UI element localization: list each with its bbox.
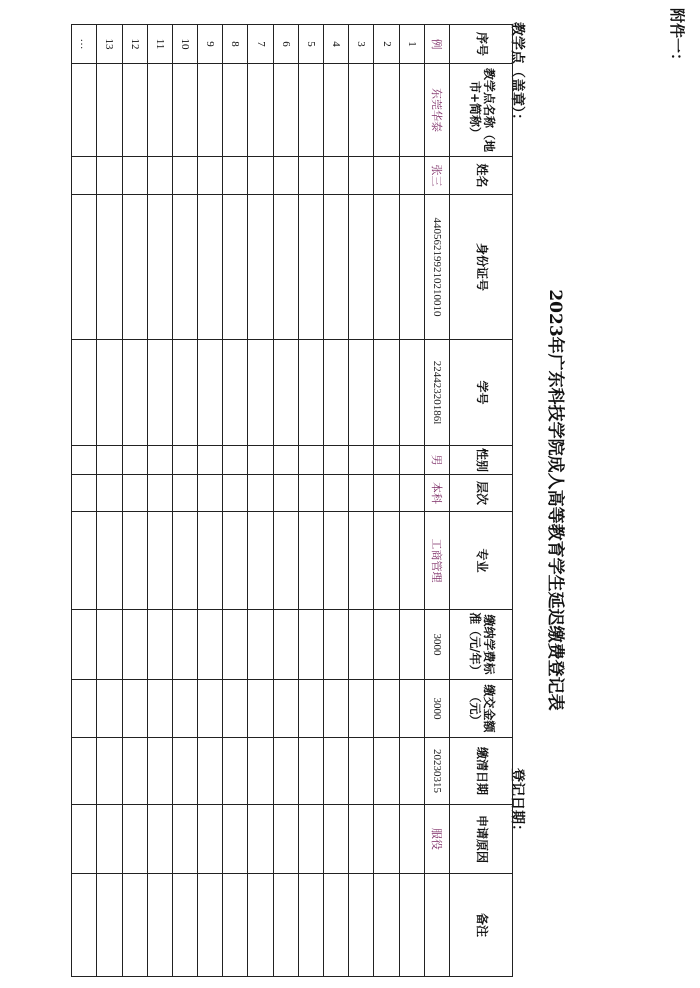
empty-cell <box>349 195 374 340</box>
empty-cell <box>223 512 248 610</box>
empty-cell <box>97 805 122 874</box>
empty-cell <box>72 874 97 977</box>
empty-cell <box>324 680 349 738</box>
empty-cell <box>198 805 223 874</box>
header-level: 层次 <box>450 475 513 512</box>
table-row <box>349 25 374 977</box>
empty-cell <box>248 512 273 610</box>
empty-cell <box>298 738 323 805</box>
empty-cell <box>248 340 273 446</box>
empty-cell <box>122 157 147 195</box>
empty-cell <box>248 475 273 512</box>
header-clear-date: 缴清日期 <box>450 738 513 805</box>
empty-cell <box>147 610 172 680</box>
example-name: 张三 <box>424 157 449 195</box>
example-student-number: 22442320186l <box>424 340 449 446</box>
empty-cell <box>72 446 97 475</box>
example-fee-standard: 3000 <box>424 610 449 680</box>
empty-cell <box>248 64 273 157</box>
empty-cell <box>198 680 223 738</box>
empty-cell <box>324 446 349 475</box>
empty-cell <box>198 195 223 340</box>
empty-cell <box>248 195 273 340</box>
page-title: 2023年广东科技学院成人高等教育学生延迟缴费登记表 <box>545 289 565 711</box>
empty-cell <box>172 475 197 512</box>
row-number: 7 <box>248 25 273 64</box>
empty-cell <box>399 157 424 195</box>
empty-cell <box>72 805 97 874</box>
empty-cell <box>273 446 298 475</box>
empty-cell <box>298 340 323 446</box>
empty-cell <box>399 738 424 805</box>
empty-cell <box>374 446 399 475</box>
empty-cell <box>172 805 197 874</box>
header-teaching-site: 教学点名称（地市+简称） <box>450 64 513 157</box>
empty-cell <box>172 680 197 738</box>
empty-cell <box>298 195 323 340</box>
header-gender: 性别 <box>450 446 513 475</box>
row-number: 6 <box>273 25 298 64</box>
empty-cell <box>72 340 97 446</box>
header-reason: 申请原因 <box>450 805 513 874</box>
empty-cell <box>147 157 172 195</box>
empty-cell <box>72 512 97 610</box>
empty-cell <box>223 446 248 475</box>
empty-cell <box>122 805 147 874</box>
row-number: 11 <box>147 25 172 64</box>
empty-cell <box>97 680 122 738</box>
empty-cell <box>72 610 97 680</box>
empty-cell <box>273 64 298 157</box>
empty-cell <box>399 475 424 512</box>
empty-cell <box>72 195 97 340</box>
example-gender: 男 <box>424 446 449 475</box>
header-remark: 备注 <box>450 874 513 977</box>
empty-cell <box>172 195 197 340</box>
empty-cell <box>298 874 323 977</box>
empty-cell <box>122 680 147 738</box>
table-row <box>298 25 323 977</box>
empty-cell <box>223 340 248 446</box>
table-row <box>248 25 273 977</box>
empty-cell <box>349 738 374 805</box>
empty-cell <box>198 475 223 512</box>
empty-cell <box>198 157 223 195</box>
empty-cell <box>172 512 197 610</box>
empty-cell <box>248 805 273 874</box>
empty-cell <box>324 340 349 446</box>
empty-cell <box>399 64 424 157</box>
example-id-number: 440562199210210010 <box>424 195 449 340</box>
header-id-number: 身份证号 <box>450 195 513 340</box>
empty-cell <box>374 610 399 680</box>
row-number: 3 <box>349 25 374 64</box>
empty-cell <box>147 475 172 512</box>
empty-cell <box>248 157 273 195</box>
empty-cell <box>298 475 323 512</box>
empty-cell <box>223 195 248 340</box>
empty-cell <box>349 340 374 446</box>
empty-cell <box>248 446 273 475</box>
empty-cell <box>324 610 349 680</box>
empty-cell <box>223 680 248 738</box>
empty-cell <box>324 874 349 977</box>
empty-cell <box>273 512 298 610</box>
empty-cell <box>97 64 122 157</box>
empty-cell <box>298 805 323 874</box>
example-reason: 服役 <box>424 805 449 874</box>
empty-cell <box>298 610 323 680</box>
empty-cell <box>122 512 147 610</box>
empty-cell <box>273 340 298 446</box>
empty-cell <box>399 446 424 475</box>
empty-cell <box>172 610 197 680</box>
empty-cell <box>248 680 273 738</box>
empty-cell <box>122 195 147 340</box>
empty-cell <box>97 512 122 610</box>
deferred-payment-table <box>71 24 513 977</box>
empty-cell <box>147 805 172 874</box>
table-row <box>172 25 197 977</box>
empty-cell <box>97 157 122 195</box>
example-paid-amount: 3000 <box>424 680 449 738</box>
header-name: 姓名 <box>450 157 513 195</box>
empty-cell <box>198 738 223 805</box>
empty-cell <box>122 610 147 680</box>
header-student-number: 学号 <box>450 340 513 446</box>
empty-cell <box>374 475 399 512</box>
example-major: 工商管理 <box>424 512 449 610</box>
empty-cell <box>273 874 298 977</box>
empty-cell <box>147 738 172 805</box>
empty-cell <box>172 874 197 977</box>
example-site: 东莞华泰 <box>424 64 449 157</box>
row-number: 4 <box>324 25 349 64</box>
empty-cell <box>72 680 97 738</box>
empty-cell <box>298 446 323 475</box>
example-clear-date: 20230315 <box>424 738 449 805</box>
empty-cell <box>147 64 172 157</box>
empty-cell <box>324 805 349 874</box>
empty-cell <box>223 805 248 874</box>
empty-cell <box>399 610 424 680</box>
empty-cell <box>374 805 399 874</box>
empty-cell <box>273 157 298 195</box>
empty-cell <box>374 340 399 446</box>
empty-cell <box>97 475 122 512</box>
empty-cell <box>122 340 147 446</box>
empty-cell <box>399 340 424 446</box>
empty-cell <box>374 738 399 805</box>
header-fee-standard: 缴纳学费标准（元/年） <box>450 610 513 680</box>
empty-cell <box>399 680 424 738</box>
empty-cell <box>97 738 122 805</box>
empty-cell <box>273 805 298 874</box>
empty-cell <box>349 610 374 680</box>
empty-cell <box>349 446 374 475</box>
example-row <box>424 25 449 977</box>
empty-cell <box>298 64 323 157</box>
empty-cell <box>273 195 298 340</box>
empty-cell <box>172 738 197 805</box>
row-number: 2 <box>374 25 399 64</box>
empty-cell <box>122 64 147 157</box>
empty-cell <box>72 475 97 512</box>
example-remark <box>424 874 449 977</box>
row-number: 12 <box>122 25 147 64</box>
empty-cell <box>349 805 374 874</box>
empty-cell <box>349 874 374 977</box>
row-number: 9 <box>198 25 223 64</box>
empty-cell <box>147 340 172 446</box>
empty-cell <box>349 475 374 512</box>
empty-cell <box>273 738 298 805</box>
table-row <box>198 25 223 977</box>
row-number: 8 <box>223 25 248 64</box>
empty-cell <box>399 195 424 340</box>
empty-cell <box>223 610 248 680</box>
empty-cell <box>298 157 323 195</box>
empty-cell <box>374 157 399 195</box>
empty-cell <box>147 195 172 340</box>
example-seq: 例 <box>424 25 449 64</box>
empty-cell <box>198 874 223 977</box>
empty-cell <box>147 512 172 610</box>
empty-cell <box>349 512 374 610</box>
empty-cell <box>198 340 223 446</box>
empty-cell <box>374 64 399 157</box>
attachment-label: 附件一： <box>668 8 686 69</box>
empty-cell <box>399 874 424 977</box>
header-paid-amount: 缴交金额（元） <box>450 680 513 738</box>
empty-cell <box>399 805 424 874</box>
empty-cell <box>147 874 172 977</box>
table-row <box>324 25 349 977</box>
empty-cell <box>147 680 172 738</box>
empty-cell <box>172 446 197 475</box>
table-row <box>399 25 424 977</box>
empty-cell <box>198 512 223 610</box>
row-number: 1 <box>399 25 424 64</box>
empty-cell <box>147 446 172 475</box>
empty-cell <box>324 195 349 340</box>
empty-cell <box>122 446 147 475</box>
empty-cell <box>273 610 298 680</box>
empty-cell <box>72 157 97 195</box>
empty-cell <box>122 874 147 977</box>
row-number: 5 <box>298 25 323 64</box>
header-row <box>450 25 513 977</box>
empty-cell <box>97 610 122 680</box>
table-row <box>122 25 147 977</box>
empty-cell <box>198 446 223 475</box>
empty-cell <box>349 680 374 738</box>
empty-cell <box>198 610 223 680</box>
row-number: … <box>72 25 97 64</box>
teaching-site-stamp-label: 教学点（盖章）： <box>509 22 525 127</box>
empty-cell <box>223 64 248 157</box>
empty-cell <box>248 738 273 805</box>
empty-cell <box>97 874 122 977</box>
empty-cell <box>248 610 273 680</box>
empty-cell <box>172 340 197 446</box>
empty-cell <box>122 738 147 805</box>
empty-cell <box>349 157 374 195</box>
table-row <box>374 25 399 977</box>
empty-cell <box>97 195 122 340</box>
empty-cell <box>97 340 122 446</box>
empty-cell <box>374 680 399 738</box>
table-row <box>223 25 248 977</box>
empty-cell <box>374 195 399 340</box>
empty-cell <box>223 157 248 195</box>
empty-cell <box>72 738 97 805</box>
empty-cell <box>324 512 349 610</box>
row-number: 13 <box>97 25 122 64</box>
empty-cell <box>298 512 323 610</box>
empty-cell <box>97 446 122 475</box>
empty-cell <box>72 64 97 157</box>
empty-cell <box>248 874 273 977</box>
example-level: 本科 <box>424 475 449 512</box>
row-number: 10 <box>172 25 197 64</box>
empty-cell <box>324 157 349 195</box>
empty-cell <box>223 475 248 512</box>
empty-cell <box>122 475 147 512</box>
empty-cell <box>273 680 298 738</box>
table-row <box>72 25 97 977</box>
header-major: 专业 <box>450 512 513 610</box>
header-seq: 序号 <box>450 25 513 64</box>
empty-cell <box>349 64 374 157</box>
empty-cell <box>223 874 248 977</box>
empty-cell <box>172 157 197 195</box>
empty-cell <box>324 475 349 512</box>
empty-cell <box>198 64 223 157</box>
registration-date-label: 登记日期： <box>509 768 525 838</box>
empty-cell <box>298 680 323 738</box>
empty-cell <box>374 874 399 977</box>
empty-cell <box>324 738 349 805</box>
empty-cell <box>374 512 399 610</box>
empty-cell <box>273 475 298 512</box>
empty-cell <box>172 64 197 157</box>
table-row <box>147 25 172 977</box>
empty-cell <box>223 738 248 805</box>
table-row <box>97 25 122 977</box>
empty-cell <box>399 512 424 610</box>
table-row <box>273 25 298 977</box>
empty-cell <box>324 64 349 157</box>
